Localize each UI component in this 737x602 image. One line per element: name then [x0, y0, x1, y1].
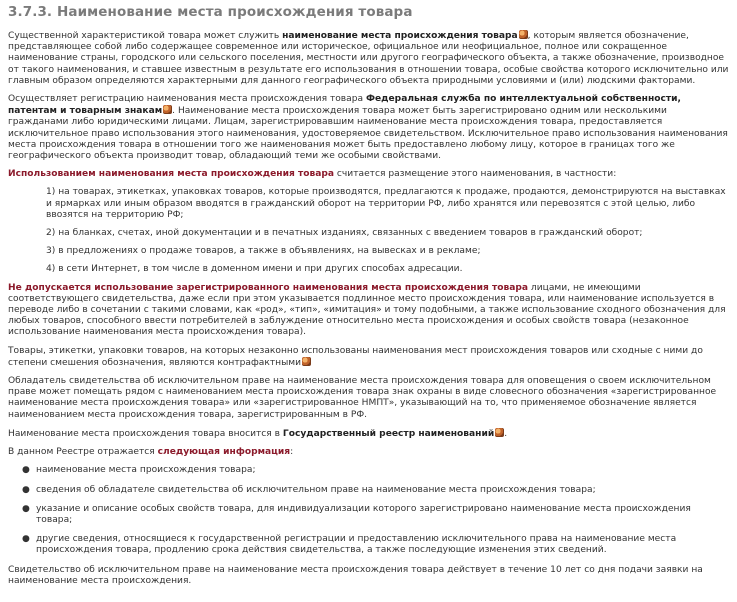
- term-nmpt: наименование места происхождения товара: [282, 31, 518, 41]
- paragraph-protection-mark: Обладатель свидетельства об исключительном праве на наименование места происхождения товара для оповещения о своем исключительном праве может помещать рядом с наименованием места происхождения товара знак охраны в виде словесного обозначения «зарегистрированное наименование места происхождения товара» или «зарегистрированное НМПТ», указывающий на то, что применяемое обозначение является наименованием места происхождения товара, зарегистрированным в РФ.: [8, 376, 717, 420]
- list-item: 4) в сети Интернет, в том числе в доменном имени и при других способах адресации.: [46, 264, 463, 275]
- bullet-icon: ●: [22, 465, 30, 476]
- paragraph-counterfeit: Товары, этикетки, упаковки товаров, на которых незаконно использованы наименования мест происхождения товаров или сходные с ними до степени смешения обозначения, являются контрафактными: [8, 345, 703, 368]
- list-item: ● другие сведения, относящиеся к государственной регистрации и предоставлению исключительного права на наименование места происхождения товара, продлению срока действия свидетельства, а также последующие изменения этих сведений.: [22, 534, 677, 556]
- term-registry: Государственный реестр наименований: [282, 428, 495, 439]
- glossary-link-icon[interactable]: [519, 30, 528, 39]
- term-usage: Использованием наименования места происхождения товара: [8, 169, 335, 180]
- paragraph-usage: Использованием наименования места происхождения товара считается размещение этого наименования, в частности:: [8, 169, 617, 180]
- glossary-link-icon[interactable]: [495, 428, 504, 437]
- list-item: 1) на товарах, этикетках, упаковках товаров, которые производятся, предлагаются к продаже, продаются, демонстрируются на выставках и ярмарках или иным образом вводятся в гражданский оборот на территории РФ, либо хранятся или перевозятся с этой целью, либо ввозятся на территорию РФ;: [46, 187, 726, 220]
- paragraph-registry-info: В данном Реестре отражается следующая информация:: [8, 447, 294, 458]
- registry-info-list: [8, 465, 729, 556]
- list-item: ● указание и описание особых свойств товара, для индивидуализации которого зарегистрировано наименование места происхождения товара;: [22, 503, 691, 525]
- bullet-icon: ●: [22, 484, 30, 495]
- paragraph-validity: Свидетельство об исключительном праве на наименование места происхождения товара действует в течение 10 лет со дня подачи заявки на наименование места происхождения.: [8, 564, 703, 586]
- term-rospatent: Федеральная служба по интеллектуальной собственности, патентам и товарным знакам: [8, 94, 681, 117]
- usage-list: [8, 187, 729, 275]
- list-item: ● сведения об обладателе свидетельства об исключительном праве на наименование места происхождения товара;: [22, 484, 596, 495]
- list-item: ● наименование места происхождения товара;: [22, 465, 256, 476]
- bullet-icon: ●: [22, 503, 30, 514]
- glossary-link-icon[interactable]: [163, 105, 172, 114]
- glossary-link-icon[interactable]: [302, 357, 311, 366]
- term-info: следующая информация: [157, 447, 291, 458]
- list-item: 2) на бланках, счетах, иной документации и в печатных изданиях, связанных с введением товаров в гражданский оборот;: [46, 228, 643, 239]
- term-prohibition: Не допускается использование зарегистрированного наименования места происхождения товара: [8, 282, 529, 293]
- paragraph-prohibition: Не допускается использование зарегистрированного наименования места происхождения товара лицами, не имеющими соответствующего свидетельства, даже если при этом указывается подлинное место происхождения товара, или наименование используется в переводе либо в сочетании с такими словами, как «род», «тип», «имитация» и тому подобными, а также использование сходного обозначения для любых товаров, способного ввести потребителей в заблуждение относительно места происхождения и особых свойств товара (незаконное использование наименования места происхождения товара).: [8, 282, 726, 338]
- section-heading: 3.7.3. Наименование места происхождения товара: [8, 4, 413, 20]
- paragraph-definition: Существенной характеристикой товара может служить наименование места происхождения товара , которым является обозначение, представляющее собой либо содержащее современное или историческое, официальное или неофициальное, полное или сокращенное наименование страны, городского или сельского поселения, местности или другого географического объекта, а также обозначение, производное от такого наименования, и ставшее известным в результате его использования в отношении товара, особые свойства которого исключительно или главным образом определяются характерными для данного географического объекта природными условиями и (или) людскими факторами.: [8, 31, 729, 86]
- bullet-icon: ●: [22, 534, 30, 545]
- list-item: 3) в предложениях о продаже товаров, а также в объявлениях, на вывесках и в рекламе;: [46, 246, 481, 257]
- paragraph-registration: Осуществляет регистрацию наименования места происхождения товара Федеральная служба по интеллектуальной собственности, патентам и товарным знакам . Наименование места происхождения товара может быть зарегистрировано одним или несколькими гражданами либо юридическими лицами. Лицам, зарегистрировавшим наименование места происхождения товара, предоставляется исключительное право использования этого наименования, удостоверяемое свидетельством. Исключительное право использования наименования места происхождения товара в отношении того же наименования может быть предоставлено любому лицу, которое в границах того же географического объекта производит товар, обладающий теми же особыми свойствами.: [8, 94, 728, 162]
- paragraph-registry: Наименование места происхождения товара вносится в Государственный реестр наименований .: [8, 428, 508, 439]
